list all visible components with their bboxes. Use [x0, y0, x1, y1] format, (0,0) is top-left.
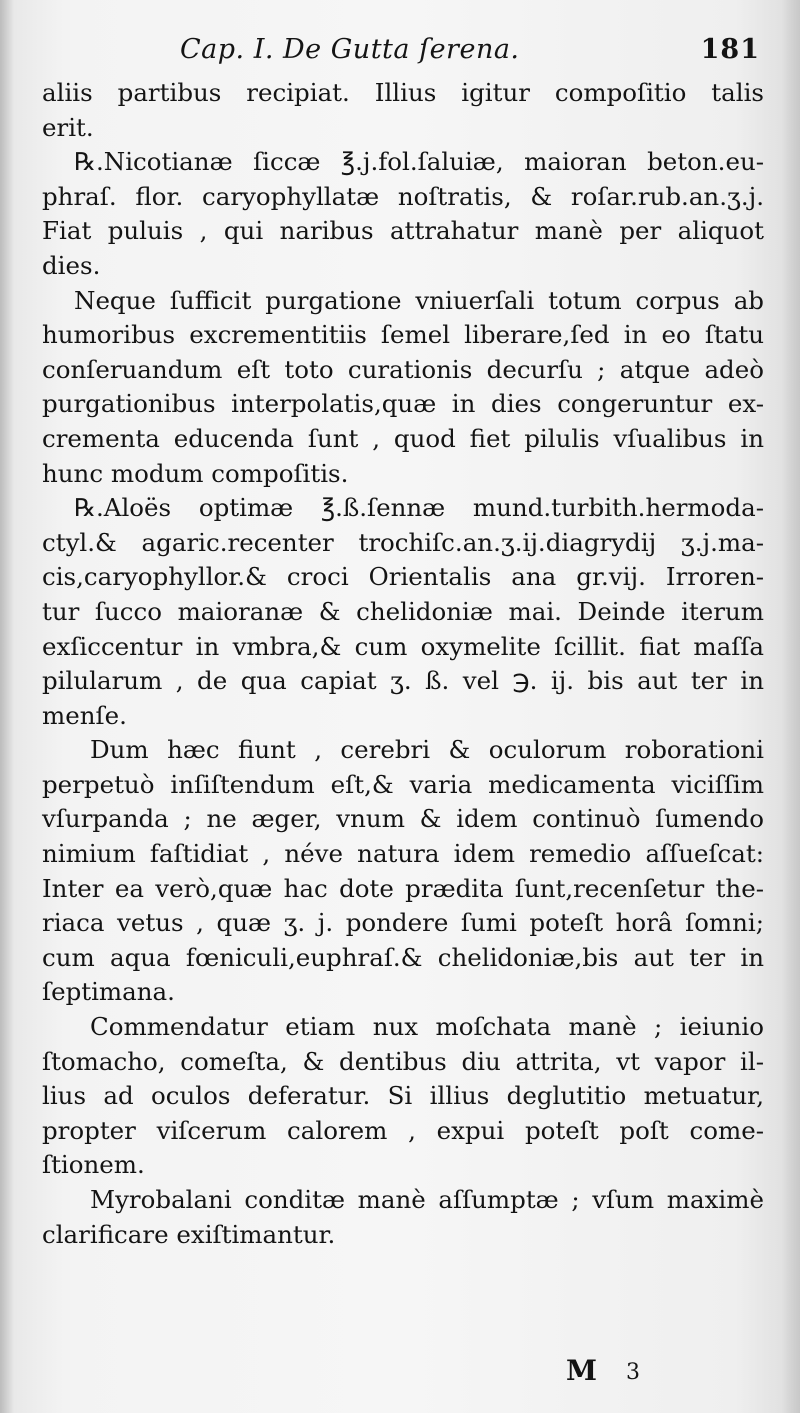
recipe-line: pilularum , de qua capiat ʒ. ß. vel ℈. ij. bis aut ter in — [42, 666, 764, 696]
paragraph-line: ſtionem. — [42, 1150, 145, 1180]
paragraph-line: Inter ea verò,quæ hac dote prædita ſunt,recenſetur the- — [42, 873, 764, 903]
paragraph-line: Myrobalani conditæ manè aſſumptæ ; vſum maximè — [90, 1185, 764, 1214]
running-title: Cap. I. De Gutta ſerena. — [180, 34, 520, 65]
paragraph-line: purgationibus interpolatis,quæ in dies congeruntur ex- — [42, 389, 764, 419]
paragraph-line: ſtomacho, comeſta, & dentibus diu attrita, vt vapor il- — [42, 1046, 764, 1076]
paragraph-line: cum aqua fœniculi,euphraſ.& chelidoniæ,bis aut ter in — [42, 942, 764, 972]
page-edge-shadow — [782, 0, 800, 1413]
paragraph-line: perpetuò inſiſtendum eſt,& varia medicamenta viciſſim — [42, 769, 764, 799]
paragraph-line: vſurpanda ; ne æger, vnum & idem continuò ſumendo — [42, 804, 764, 834]
paragraph-line: Dum hæc fiunt , cerebri & oculorum roborationi — [90, 735, 764, 765]
recipe-line: ℞.Nicotianæ ſiccæ ℥.j.fol.ſaluiæ, maioran beton.eu- — [74, 147, 764, 177]
recipe-line: cis,caryophyllor.& croci Orientalis ana gr.vij. Irroren- — [42, 562, 764, 592]
signature-number: 3 — [626, 1360, 640, 1385]
paragraph-line: clarificare exiſtimantur. — [42, 1219, 336, 1249]
recipe-line: menſe. — [42, 700, 127, 730]
recipe-line: phraſ. flor. caryophyllatæ noſtratis, & roſar.rub.an.ʒ.j. — [42, 181, 764, 211]
recipe-line: tur ſucco maioranæ & chelidoniæ mai. Deinde iterum — [42, 596, 764, 626]
recipe-line: ℞.Aloës optimæ ℥.ß.ſennæ mund.turbith.hermoda- — [74, 493, 764, 523]
paragraph-line: Commendatur etiam nux moſchata manè ; ieiunio — [90, 1012, 764, 1042]
paragraph-line: conſeruandum eſt toto curationis decurſu ; atque adeò — [42, 354, 764, 384]
paragraph-line: propter viſcerum calorem , expui poteſt poſt come- — [42, 1115, 764, 1145]
paragraph-line: hunc modum compoſitis. — [42, 458, 349, 488]
body-text — [42, 76, 764, 1252]
page-number: 181 — [700, 34, 760, 65]
paragraph-line: humoribus excrementitiis ſemel liberare,ſed in eo ſtatu — [42, 320, 764, 350]
running-header — [180, 30, 760, 70]
paragraph-line: nimium faſtidiat , néve natura idem remedio aſſueſcat: — [42, 839, 764, 869]
signature-mark — [560, 1354, 680, 1394]
text-line: erit. — [42, 112, 94, 142]
paragraph-line: riaca vetus , quæ ʒ. j. pondere ſumi poteſt horâ ſomni; — [42, 908, 764, 938]
paragraph-line: crementa educenda ſunt , quod fiet pilulis vſualibus in — [42, 423, 764, 453]
paragraph-line: Neque ſufficit purgatione vniuerſali totum corpus ab — [74, 285, 764, 315]
recipe-line: Fiat puluis , qui naribus attrahatur manè per aliquot — [42, 216, 764, 246]
recipe-line: exſiccentur in vmbra,& cum oxymelite ſcillit. fiat maſſa — [42, 631, 764, 661]
recipe-line: dies. — [42, 250, 101, 280]
signature-letter: M — [566, 1354, 597, 1387]
paragraph-line: ſeptimana. — [42, 977, 175, 1007]
text-line: aliis partibus recipiat. Illius igitur compoſitio talis — [42, 78, 764, 107]
page-gutter-shadow — [0, 0, 14, 1413]
paragraph-line: lius ad oculos deferatur. Si illius deglutitio metuatur, — [42, 1081, 764, 1111]
recipe-line: ctyl.& agaric.recenter trochiſc.an.ʒ.ij.diagrydij ʒ.j.ma- — [42, 527, 764, 557]
